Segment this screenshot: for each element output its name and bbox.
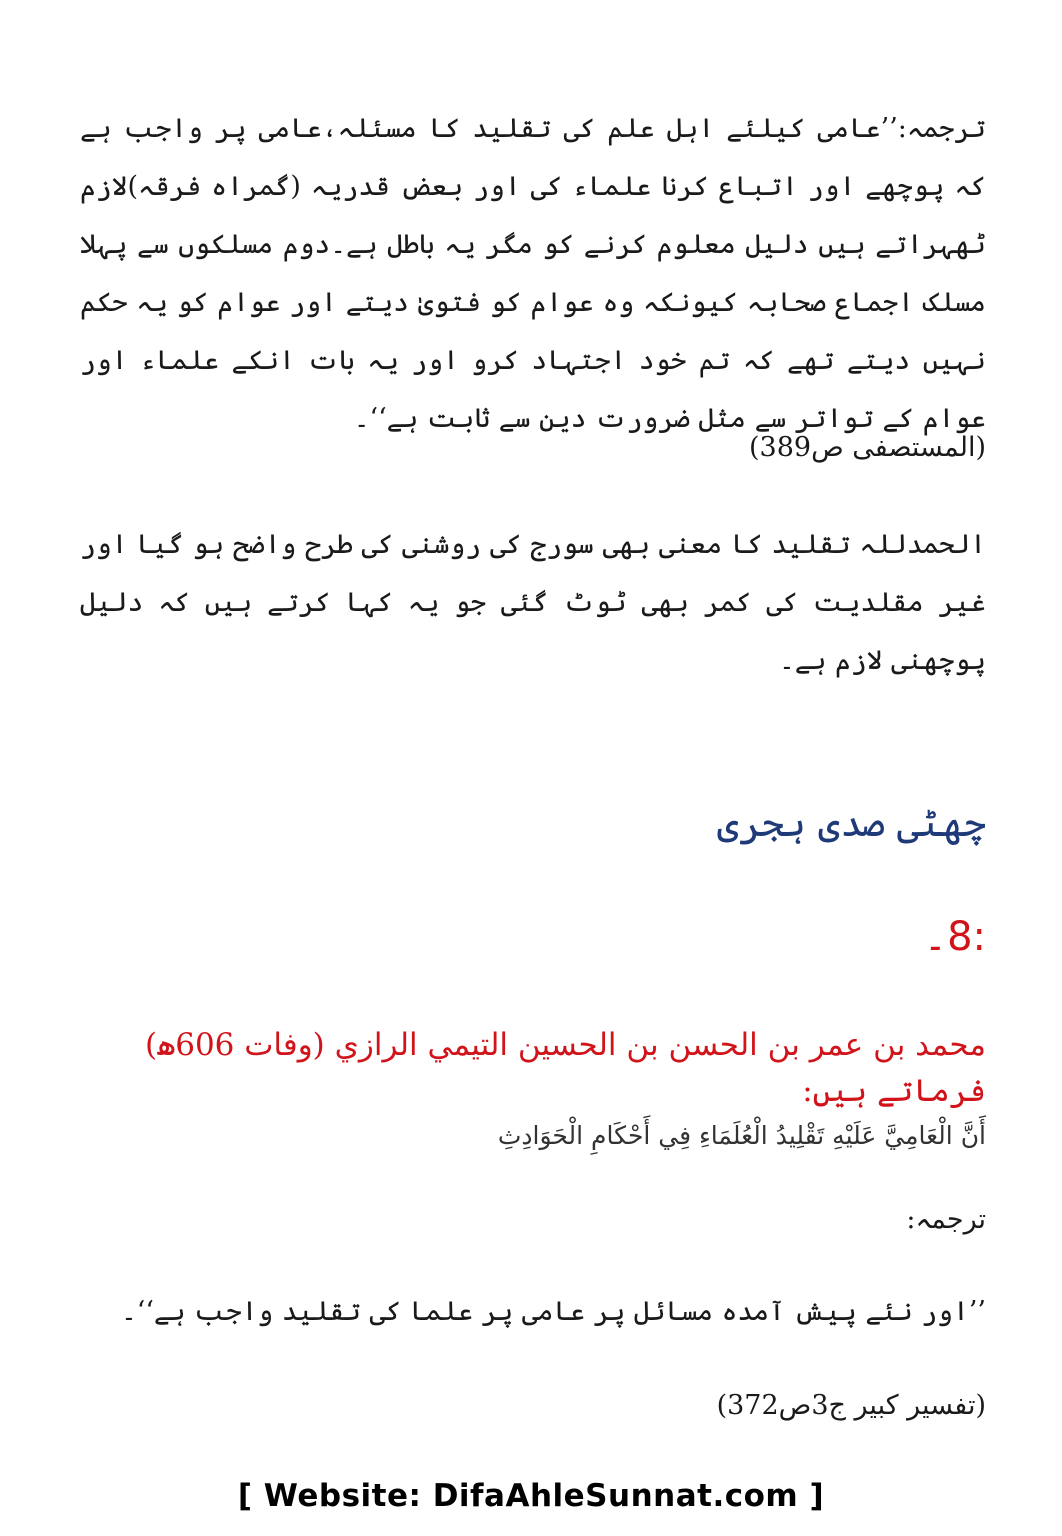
arabic-quote: أَنَّ الْعَامِيَّ عَلَيْهِ تَقْلِيدُ الْعُلَمَاءِ فِي أَحْكَامِ الْحَوَادِثِ	[497, 1121, 986, 1150]
reference-tafsir-kabir: (تفسیر کبیر ج3ص372)	[716, 1390, 986, 1421]
conclusion-paragraph: الحمدللہ تقلید کا معنی بھی سورج کی روشنی کی طرح واضح ہو گیا اور غیر مقلدیت کی کمر بھی ٹوٹ گئی جو یہ کہا کرتے ہیں کہ دلیل پوچھنی لازم ہے۔	[80, 529, 986, 676]
reference-mustasfa: (المستصفی ص389)	[748, 432, 986, 463]
translation-label: ترجمہ:	[906, 1204, 986, 1235]
section-heading-sixth-century: چھٹی صدی ہجری	[716, 801, 986, 845]
opening-translation-paragraph: ترجمہ:’’عامی کیلئے اہل علم کی تقلید کا مسئلہ،عامی پر واجب ہے کہ پوچھے اور اتباع کرنا علماء کی اور بعض قدریہ (گمراہ فرقہ)لازم ٹھہراتے ہیں دلیل معلوم کرنے کو مگر یہ باطل ہے۔دوم مسلکوں سے پہلا مسلک اجماع صحابہ کیونکہ وہ عوام کو فتویٰ دیتے اور عوام کو یہ حکم نہیں دیتے تھے کہ تم خود اجتہاد کرو اور یہ بات انکے علماء اور عوام کے تواتر سے مثل ضرورت دین سے ثابت ہے‘‘۔	[80, 113, 986, 434]
website-footer: [ Website: DifaAhleSunnat.com ]	[237, 1478, 825, 1514]
author-line: محمد بن عمر بن الحسن بن الحسین التیمي الرازي (وفات 606ھ) فرماتے ہیں:	[144, 1027, 986, 1109]
translation-text: ’’اور نئے پیش آمدہ مسائل پر عامی پر علما کی تقلید واجب ہے‘‘۔	[120, 1296, 986, 1327]
item-number: :8۔	[923, 914, 986, 960]
